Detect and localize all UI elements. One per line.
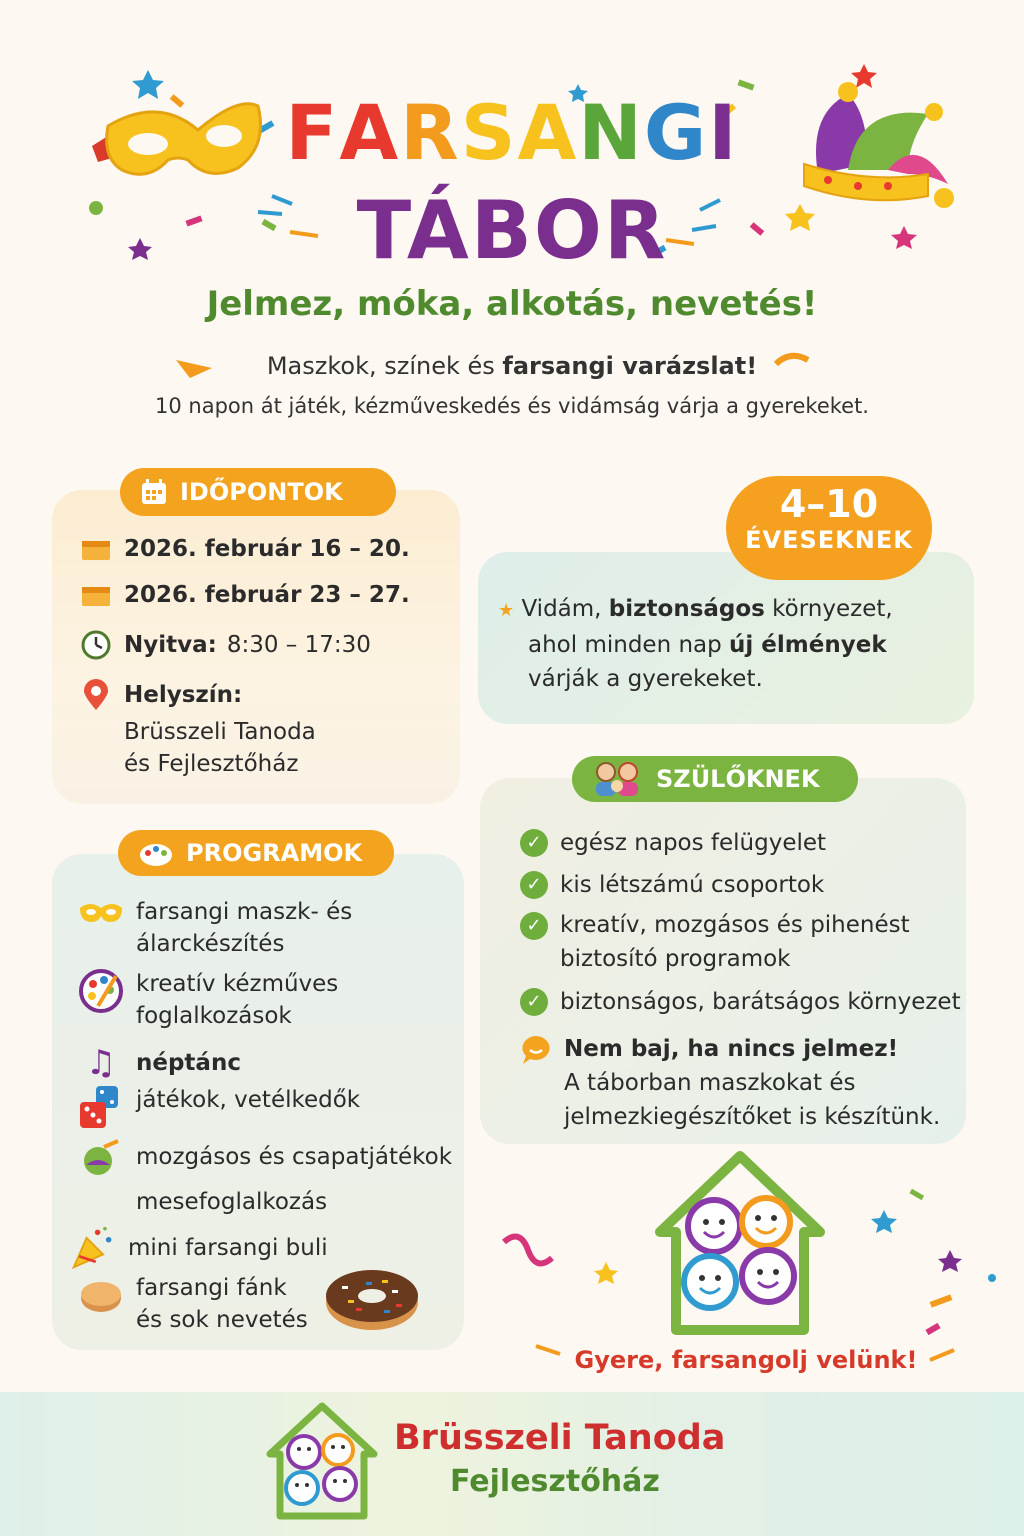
calendar-small-icon — [78, 534, 114, 564]
program-item-text — [136, 968, 338, 1032]
parents-note-line2: jelmezkiegészítőket is készítünk. — [564, 1104, 941, 1130]
party-popper-icon — [70, 1223, 116, 1273]
parents-item — [520, 980, 961, 1024]
checkmark-icon: ✓ — [520, 829, 548, 857]
parents-item-line2: biztosító programok — [560, 946, 791, 972]
age-line-2b: új élmények — [729, 632, 887, 658]
title-letter: R — [400, 88, 461, 177]
date-1-text: 2026. február 16 – 20. — [124, 536, 410, 562]
program-item-text: játékok, vetélkedők — [136, 1087, 361, 1113]
programs-heading — [118, 830, 394, 876]
music-note-icon: ♫ — [85, 1043, 117, 1083]
logo-house-small-icon — [266, 1402, 378, 1520]
parents-note-bold: Nem baj, ha nincs jelmez! — [564, 1036, 899, 1062]
checkmark-icon: ✓ — [520, 871, 548, 899]
date-2-text: 2026. február 23 – 27. — [124, 582, 410, 608]
parents-item — [520, 822, 961, 864]
parents-item-line1: kreatív, mozgásos és pihenést — [560, 912, 910, 938]
title-letter: A — [517, 88, 579, 177]
title-letter: G — [643, 88, 709, 177]
title-letter: S — [460, 88, 518, 177]
program-item — [78, 1042, 452, 1084]
program-item — [78, 968, 452, 1042]
location-pin-icon — [78, 680, 114, 710]
program-item-text: néptánc — [136, 1050, 241, 1076]
title-letter: I — [708, 88, 739, 177]
parents-item-text — [560, 908, 910, 976]
dates-heading — [120, 468, 396, 516]
place-line-2: és Fejlesztőház — [124, 751, 299, 777]
clock-icon — [78, 630, 114, 660]
programs-heading-label: PROGRAMOK — [186, 839, 363, 867]
place-line-1: Brüsszeli Tanoda — [124, 719, 316, 745]
age-line-1 — [498, 592, 893, 628]
program-item-text: mesefoglalkozás — [136, 1189, 328, 1215]
program-item-text — [136, 1272, 308, 1336]
program-item-line2: és sok nevetés — [136, 1307, 308, 1333]
program-item — [78, 896, 452, 968]
program-item-text: mini farsangi buli — [128, 1235, 328, 1261]
age-line-3: várják a gyerekeket. — [528, 666, 763, 692]
lead-line1 — [0, 352, 1024, 380]
cookie-icon — [78, 1276, 124, 1316]
brand-subtitle: Fejlesztőház — [450, 1464, 660, 1499]
parents-note-text — [564, 1032, 940, 1134]
lead-line1-bold: farsangi varázslat! — [502, 352, 758, 380]
lead-line2: 10 napon át játék, kézműveskedés és vidámság várja a gyerekeket. — [155, 394, 869, 418]
open-row — [78, 630, 371, 661]
calendar-small-icon — [78, 580, 114, 610]
program-item-text: mozgásos és csapatjátékok — [136, 1144, 453, 1170]
program-item-line1: farsangi fánk — [136, 1275, 287, 1301]
dates-heading-label: IDŐPONTOK — [180, 478, 343, 506]
open-value: 8:30 – 17:30 — [226, 632, 371, 658]
title-tabor: TÁBOR — [356, 184, 668, 277]
age-line-1a: Vidám, — [521, 596, 609, 622]
lead-line1-normal: Maszkok, színek és — [266, 352, 503, 380]
parents-item — [520, 864, 961, 906]
age-badge — [726, 476, 932, 580]
family-icon — [592, 760, 644, 798]
parents-item-text: biztonságos, barátságos környezet — [560, 989, 961, 1015]
date-row-2 — [78, 580, 410, 611]
title-letter: N — [578, 88, 644, 177]
program-item-line1: farsangi maszk- és — [136, 899, 353, 925]
age-line-2 — [498, 628, 893, 662]
age-line-2a: ahol minden nap — [528, 632, 730, 658]
parents-note-line1: A táborban maszkokat és — [564, 1070, 856, 1096]
call-to-action: Gyere, farsangolj velünk! — [574, 1346, 918, 1374]
dice-icon — [78, 1084, 124, 1130]
program-item-line2: álarckészítés — [136, 931, 285, 957]
star-icon: ★ — [498, 600, 515, 621]
parents-note — [520, 1032, 961, 1134]
program-item — [78, 1084, 452, 1134]
program-item — [78, 1134, 452, 1180]
open-label: Nyitva: — [124, 632, 217, 658]
age-line-1b: biztonságos — [608, 596, 765, 622]
palette-icon — [138, 839, 174, 867]
title-letter: A — [339, 88, 401, 177]
brand-name: Brüsszeli Tanoda — [394, 1418, 726, 1458]
title-letter: F — [285, 88, 340, 177]
checkmark-icon: ✓ — [520, 988, 548, 1016]
parents-item-text: egész napos felügyelet — [560, 830, 827, 856]
calendar-icon — [140, 478, 168, 506]
mask-icon — [78, 898, 124, 928]
checkmark-icon: ✓ — [520, 912, 548, 940]
parents-list — [520, 822, 961, 1134]
subtitle: Jelmez, móka, alkotás, nevetés! — [206, 284, 818, 324]
parents-item-text: kis létszámú csoportok — [560, 872, 825, 898]
place-row — [78, 680, 242, 711]
ball-icon — [78, 1137, 124, 1177]
place-label: Helyszín: — [124, 682, 243, 708]
parents-heading-label: SZÜLŐKNEK — [656, 765, 820, 793]
program-item-line2: foglalkozások — [136, 1003, 292, 1029]
program-item-line1: kreatív kézműves — [136, 971, 339, 997]
program-item-text — [136, 896, 352, 960]
age-range: 4–10 — [779, 482, 879, 526]
donut-icon — [322, 1264, 422, 1332]
logo-house-icon — [654, 1150, 826, 1336]
parents-heading — [572, 756, 858, 802]
palette-icon — [78, 968, 124, 1014]
age-label: ÉVESEKNEK — [745, 526, 913, 554]
date-row-1 — [78, 534, 410, 565]
title-farsangi — [0, 88, 1024, 177]
parents-item — [520, 908, 961, 976]
age-line-1c: környezet, — [764, 596, 893, 622]
place-address — [124, 716, 316, 780]
age-description — [498, 592, 893, 696]
speech-bubble-icon — [520, 1034, 552, 1066]
program-item — [78, 1180, 452, 1224]
